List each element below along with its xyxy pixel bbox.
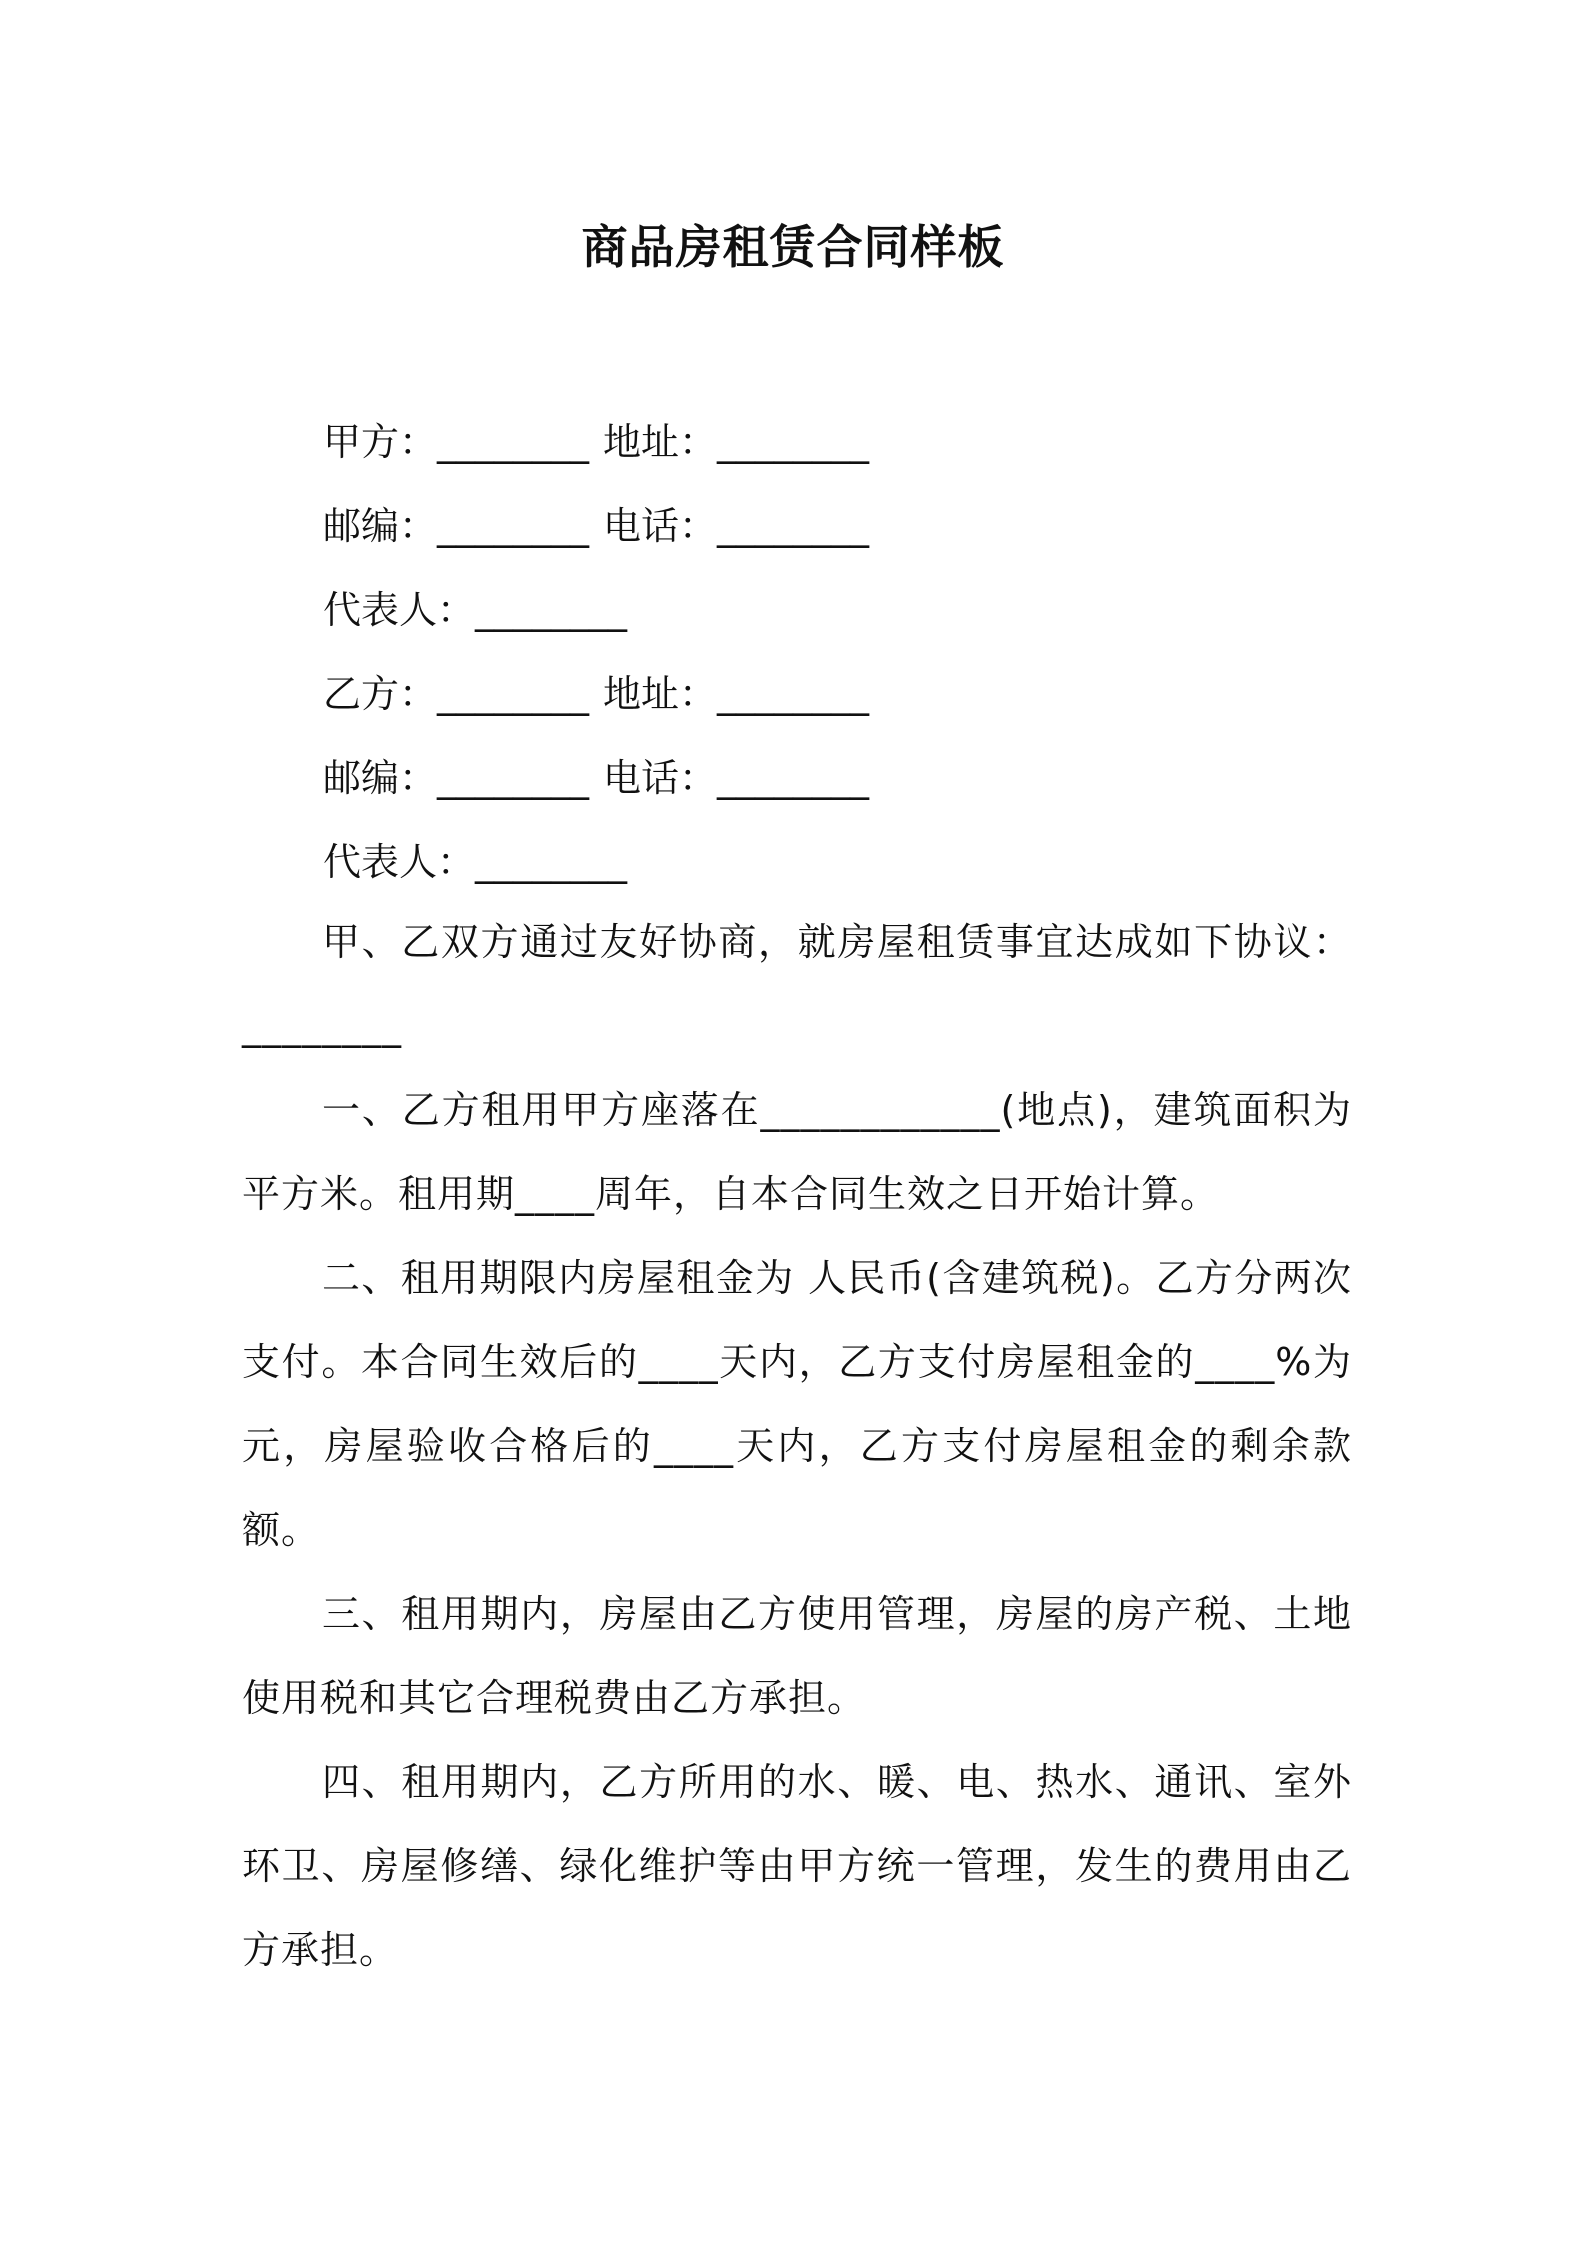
intro-paragraph: 甲、乙双方通过友好协商，就房屋租赁事宜达成如下协议：________ [242,920,1352,1048]
party-a-address: 地址：________ [603,420,870,464]
party-a-postcode: 邮编：________ [323,504,590,548]
document-title: 商品房租赁合同样板 [581,220,1005,274]
party-b-name: 乙方：________ [323,672,590,716]
party-info-block [323,400,1373,904]
party-a-line-2 [323,484,1373,568]
party-b-line-1 [323,652,1373,736]
party-b-address: 地址：________ [603,672,870,716]
party-a-name: 甲方：________ [323,420,590,464]
clause-2-paragraph: 二、租用期限内房屋租金为 人民币(含建筑税)。乙方分两次支付。本合同生效后的____天内，乙方支付房屋租金的____%为 元，房屋验收合格后的____天内，乙方支付房屋租金的剩余款额。 [242,1256,1352,1552]
party-b-representative: 代表人：________ [323,840,628,884]
party-b-line-2 [323,736,1373,820]
contract-body [242,900,1352,1992]
party-b-postcode: 邮编：________ [323,756,590,800]
party-a-representative: 代表人：________ [323,588,628,632]
party-b-line-3 [323,820,1373,904]
clause-1-paragraph: 一、乙方租用甲方座落在____________(地点)，建筑面积为 平方米。租用期____周年，自本合同生效之日开始计算。 [242,1088,1352,1216]
clause-4-paragraph: 四、租用期内，乙方所用的水、暖、电、热水、通讯、室外环卫、房屋修缮、绿化维护等由甲方统一管理，发生的费用由乙方承担。 [242,1760,1352,1972]
party-a-phone: 电话：________ [603,504,870,548]
party-a-line-1 [323,400,1373,484]
party-a-line-3 [323,568,1373,652]
clause-3-paragraph: 三、租用期内，房屋由乙方使用管理，房屋的房产税、土地使用税和其它合理税费由乙方承担。 [242,1592,1352,1720]
party-b-phone: 电话：________ [603,756,870,800]
